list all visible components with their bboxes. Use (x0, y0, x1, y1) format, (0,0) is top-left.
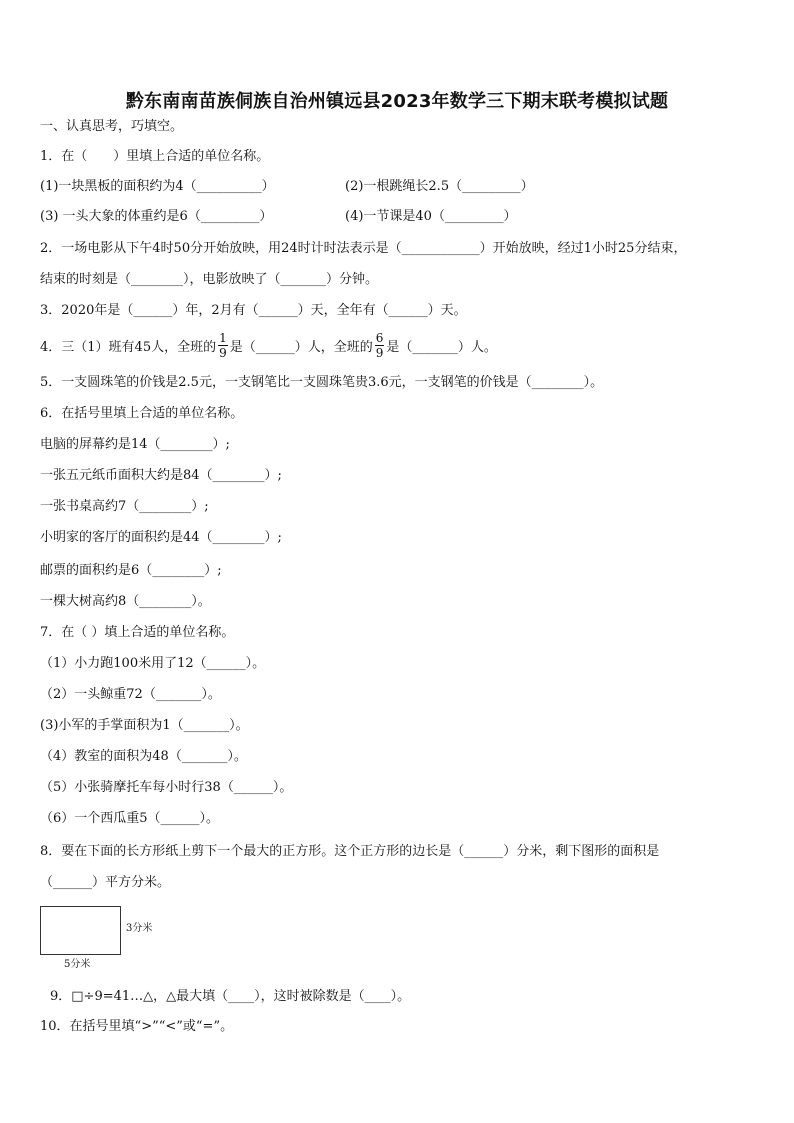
question-10: 10．在括号里填“>”“<”或“=”。 (40, 1019, 234, 1034)
question-6-item: 一张五元纸币面积大约是84（________）; (40, 468, 282, 483)
question-7-item: （5）小张骑摩托车每小时行38（______）。 (40, 780, 293, 795)
question-2-line-1: 2．一场电影从下午4时50分开始放映，用24时计时法表示是（____________）开始放映，经过1小时25分结束， (40, 241, 687, 256)
question-3: 3．2020年是（______）年，2月有（______）天，全年有（______）天。 (40, 303, 467, 318)
question-8-line-1: 8．要在下面的长方形纸上剪下一个最大的正方形。这个正方形的边长是（______）分米，剩下图形的面积是 (40, 844, 660, 859)
question-7-stem: 7．在（ ）填上合适的单位名称。 (40, 625, 235, 640)
question-4-part-2: 是（______）人，全班的 (229, 340, 373, 355)
question-4-part-1: 4．三（1）班有45人，全班的 (40, 340, 217, 355)
fraction-one-ninth: $\frac{1}{9}$ (219, 331, 227, 360)
question-6-item: 小明家的客厅的面积约是44（________）; (40, 530, 282, 545)
question-6-item: 一棵大树高约8（________）。 (40, 594, 211, 609)
question-7-item: （2）一头鲸重72（_______）。 (40, 687, 221, 702)
question-6-stem: 6．在括号里填上合适的单位名称。 (40, 406, 244, 421)
question-2-line-2: 结束的时刻是（________），电影放映了（_______）分钟。 (40, 272, 379, 287)
question-1-item-1: (1)一块黑板的面积约为4（__________） (40, 179, 275, 194)
question-5: 5．一支圆珠笔的价钱是2.5元，一支钢笔比一支圆珠笔贵3.6元，一支钢笔的价钱是（________）。 (40, 375, 604, 390)
question-4-part-3: 是（_______）人。 (386, 340, 497, 355)
question-1-item-4: (4)一节课是40（_________） (345, 209, 517, 224)
question-6-item: 电脑的屏幕约是14（________）; (40, 437, 230, 452)
question-7-item: (3)小军的手掌面积为1（_______）。 (40, 718, 249, 733)
page-title: 黔东南南苗族侗族自治州镇远县2023年数学三下期末联考模拟试题 (125, 91, 669, 112)
question-4 (40, 331, 497, 361)
question-1-item-3: (3) 一头大象的体重约是6（_________） (40, 209, 273, 224)
rectangle-width-label: 5分米 (64, 959, 91, 970)
question-6-item: 邮票的面积约是6（________）; (40, 563, 222, 578)
question-9: 9．□÷9=41…△，△最大填（____），这时被除数是（____）。 (50, 989, 411, 1004)
question-8-line-2: （______）平方分米。 (40, 875, 171, 890)
question-1-stem: 1．在（ ）里填上合适的单位名称。 (40, 149, 270, 164)
question-7-item: （1）小力跑100米用了12（______）。 (40, 656, 266, 671)
question-7-item: （6）一个西瓜重5（______）。 (40, 811, 220, 826)
question-1-item-2: (2)一根跳绳长2.5（_________） (345, 179, 534, 194)
rectangle-height-label: 3分米 (126, 923, 153, 934)
question-6-item: 一张书桌高约7（________）; (40, 499, 209, 514)
rectangle-figure (40, 906, 121, 955)
section-heading: 一、认真思考，巧填空。 (40, 119, 184, 134)
question-7-item: （4）教室的面积为48（_______）。 (40, 749, 247, 764)
fraction-six-ninths: $\frac{6}{9}$ (375, 331, 384, 360)
